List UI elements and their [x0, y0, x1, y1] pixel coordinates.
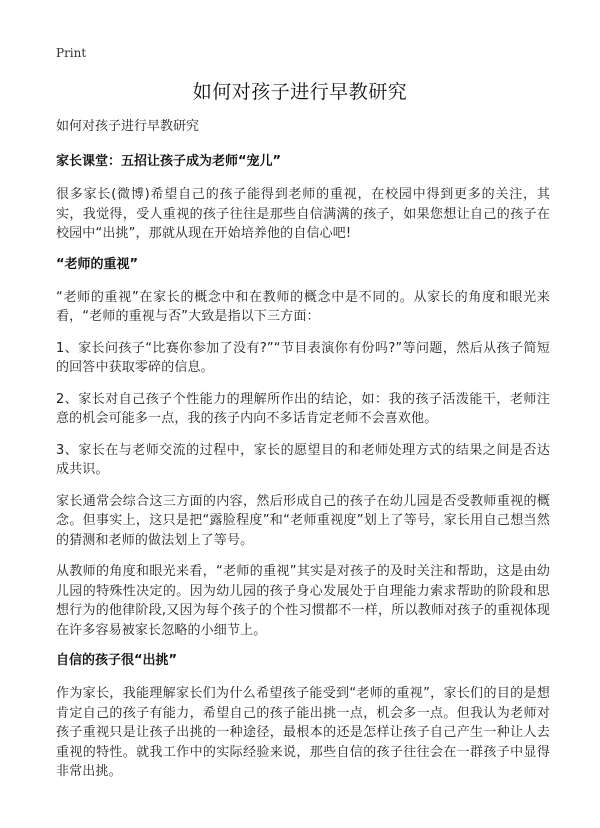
paragraph: 很多家长(微博)希望自己的孩子能得到老师的重视，在校园中得到更多的关注，其实，我觉得，受人重视的孩子往往是那些自信满满的孩子，如果您想让自己的孩子在校园中“出挑”，那就从现在开始培养他的自信心吧! — [56, 187, 550, 241]
print-link[interactable]: Print — [56, 46, 87, 60]
paragraph: 作为家长，我能理解家长们为什么希望孩子能受到“老师的重视”，家长们的目的是想肯定自己的孩子有能力，希望自己的孩子能出挑一点，机会多一点。但我认为老师对孩子重视只是让孩子出挑的一种途径，最根本的还是怎样让孩子自己产生一种让人去重视的特性。就我工作中的实际经验来说，那些自信的孩子往往会在一群孩子中显得非常出挑。 — [56, 686, 550, 779]
section-heading: “老师的重视” — [56, 256, 139, 272]
section-heading: 自信的孩子很“出挑” — [56, 653, 178, 668]
article-body — [56, 118, 550, 794]
paragraph: 从教师的角度和眼光来看，“老师的重视”其实是对孩子的及时关注和帮助，这是由幼儿园的特殊性决定的。因为幼儿园的孩子身心发展处于自理能力索求帮助的阶段和思想行为的他律阶段,又因为每个孩子的个性习惯都不一样，所以教师对孩子的重视体现在许多容易被家长忽略的小细节上。 — [56, 564, 550, 638]
paragraph: 家长通常会综合这三方面的内容，然后形成自己的孩子在幼儿园是否受教师重视的概念。但事实上，这只是把“露脸程度”和“老师重视度”划上了等号，家长用自己想当然的猜测和老师的做法划上了等号。 — [56, 493, 550, 548]
list-item-2: 2、家长对自己孩子个性能力的理解所作出的结论，如：我的孩子活泼能干，老师注意的机会可能多一点，我的孩子内向不多话肯定老师不会喜欢他。 — [56, 391, 550, 426]
section-heading: 家长课堂：五招让孩子成为老师“宠儿” — [56, 154, 282, 169]
document-subtitle: 如何对孩子进行早教研究 — [56, 119, 200, 134]
list-item-1: 1、家长问孩子“比赛你参加了没有?”“节目表演你有份吗?”等问题，然后从孩子简短的回答中获取零碎的信息。 — [56, 340, 550, 375]
paragraph: “老师的重视”在家长的概念中和在教师的概念中是不同的。从家长的角度和眼光来看，“老师的重视与否”大致是指以下三方面： — [56, 289, 550, 324]
document-title: 如何对孩子进行早教研究 — [192, 81, 408, 103]
list-item-3: 3、家长在与老师交流的过程中，家长的愿望目的和老师处理方式的结果之间是否达成共识。 — [56, 442, 550, 477]
